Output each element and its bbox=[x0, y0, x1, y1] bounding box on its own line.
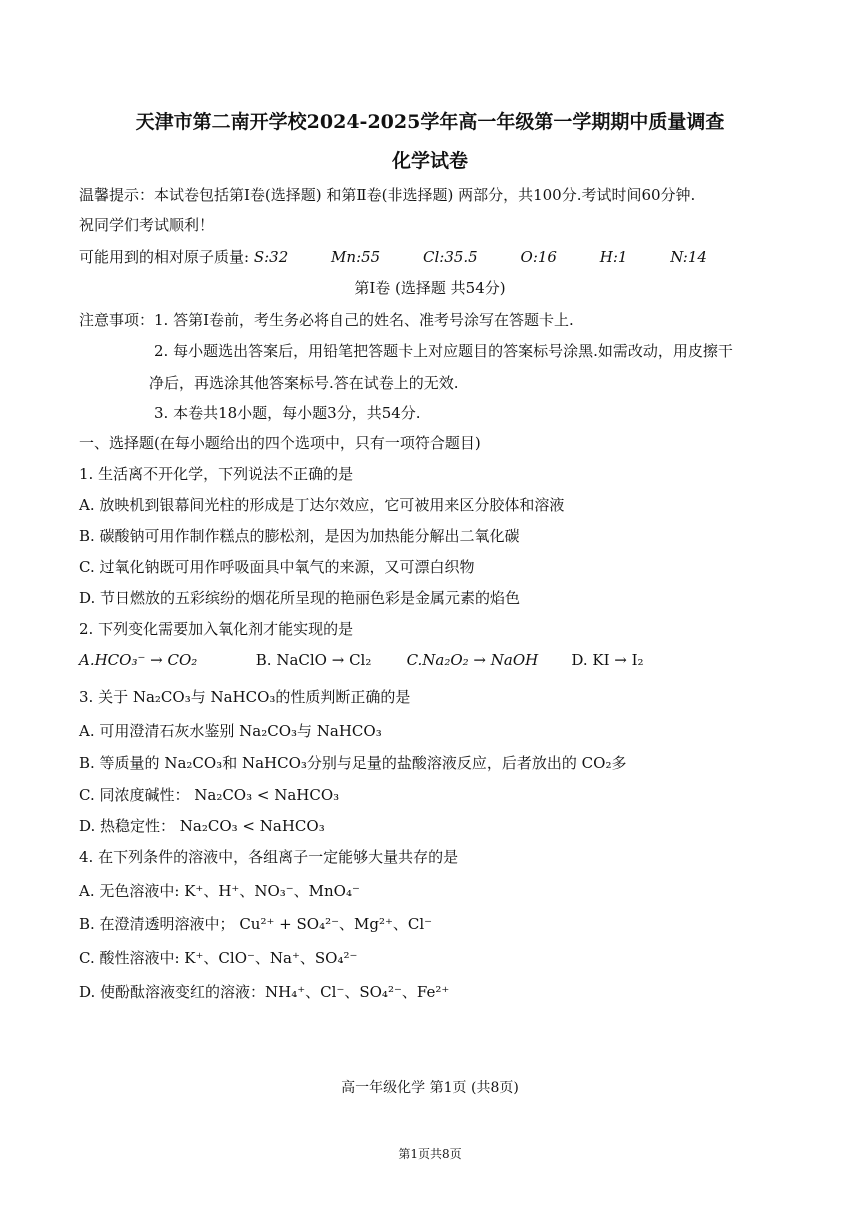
notice-line-2b: 净后，再选涂其他答案标号.答在试卷上的无效. bbox=[149, 374, 459, 392]
q2-option-c: C.Na₂O₂ → NaOH bbox=[406, 651, 539, 669]
notice-line-1 bbox=[79, 309, 800, 330]
q1-option-c: C. 过氧化钠既可用作呼吸面具中氧气的来源，又可漂白织物 bbox=[79, 558, 475, 576]
q4-option-b: B. 在澄清透明溶液中； Cu²⁺ + SO₄²⁻、Mg²⁺、Cl⁻ bbox=[79, 915, 433, 933]
q3-option-a: A. 可用澄清石灰水鉴别 Na₂CO₃与 NaHCO₃ bbox=[79, 722, 382, 740]
q2-stem: 2. 下列变化需要加入氧化剂才能实现的是 bbox=[79, 620, 354, 638]
atomic-mass-label: 可能用到的相对原子质量: bbox=[79, 248, 250, 266]
part1-title: 一、选择题(在每小题给出的四个选项中，只有一项符合题目) bbox=[79, 434, 481, 452]
q3-option-d: D. 热稳定性： Na₂CO₃ < NaHCO₃ bbox=[79, 817, 325, 835]
notice-line-3: 3. 本卷共18小题，每小题3分，共54分. bbox=[154, 404, 421, 422]
q1-option-a: A. 放映机到银幕间光柱的形成是丁达尔效应，它可被用来区分胶体和溶液 bbox=[79, 496, 565, 514]
q4-option-d: D. 使酚酞溶液变红的溶液：NH₄⁺、Cl⁻、SO₄²⁻、Fe²⁺ bbox=[79, 983, 450, 1001]
q1-option-b: B. 碳酸钠可用作制作糕点的膨松剂，是因为加热能分解出二氧化碳 bbox=[79, 527, 520, 545]
notice-label: 注意事项： bbox=[79, 311, 155, 329]
tip-line-2: 祝同学们考试顺利！ bbox=[79, 216, 215, 234]
q3-option-c: C. 同浓度碱性： Na₂CO₃ < NaHCO₃ bbox=[79, 786, 340, 804]
q1-option-d: D. 节日燃放的五彩缤纷的烟花所呈现的艳丽色彩是金属元素的焰色 bbox=[79, 589, 521, 607]
q2-options bbox=[79, 651, 800, 669]
page-number: 第1页共8页 bbox=[398, 1147, 462, 1161]
atom-h: H:1 bbox=[599, 248, 628, 266]
q4-stem: 4. 在下列条件的溶液中，各组离子一定能够大量共存的是 bbox=[79, 848, 459, 866]
notice-item-1: 1. 答第Ⅰ卷前，考生务必将自己的姓名、准考号涂写在答题卡上. bbox=[154, 311, 574, 329]
tip-line-1: 温馨提示：本试卷包括第Ⅰ卷(选择题) 和第Ⅱ卷(非选择题) 两部分，共100分.考试时间60分钟. bbox=[79, 186, 696, 204]
q4-option-a: A. 无色溶液中: K⁺、H⁺、NO₃⁻、MnO₄⁻ bbox=[79, 882, 360, 900]
q2-option-b: B. NaClO → Cl₂ bbox=[255, 651, 372, 669]
atomic-mass-line bbox=[79, 246, 800, 267]
q3-option-b: B. 等质量的 Na₂CO₃和 NaHCO₃分别与足量的盐酸溶液反应，后者放出的 CO₂多 bbox=[79, 754, 627, 772]
atom-cl: Cl:35.5 bbox=[423, 248, 478, 266]
page-footer: 高一年级化学 第1页 (共8页) bbox=[341, 1080, 519, 1096]
atom-s: S:32 bbox=[253, 248, 289, 266]
atom-mn: Mn:55 bbox=[331, 248, 381, 266]
q2-option-d: D. KI → I₂ bbox=[571, 651, 644, 669]
atom-n: N:14 bbox=[670, 248, 707, 266]
section1-header: 第Ⅰ卷 (选择题 共54分) bbox=[354, 279, 506, 297]
q2-option-a: A.HCO₃⁻ → CO₂ bbox=[79, 651, 198, 669]
notice-line-2: 2. 每小题选出答案后，用铅笔把答题卡上对应题目的答案标号涂黑.如需改动，用皮擦干 bbox=[154, 342, 733, 360]
q3-stem: 3. 关于 Na₂CO₃与 NaHCO₃的性质判断正确的是 bbox=[79, 688, 411, 706]
exam-title: 天津市第二南开学校2024-2025学年高一年级第一学期期中质量调查 bbox=[135, 111, 725, 133]
q4-option-c: C. 酸性溶液中: K⁺、ClO⁻、Na⁺、SO₄²⁻ bbox=[79, 949, 358, 967]
atom-o: O:16 bbox=[520, 248, 557, 266]
q1-stem: 1. 生活离不开化学，下列说法不正确的是 bbox=[79, 465, 354, 483]
exam-subtitle: 化学试卷 bbox=[391, 150, 468, 172]
